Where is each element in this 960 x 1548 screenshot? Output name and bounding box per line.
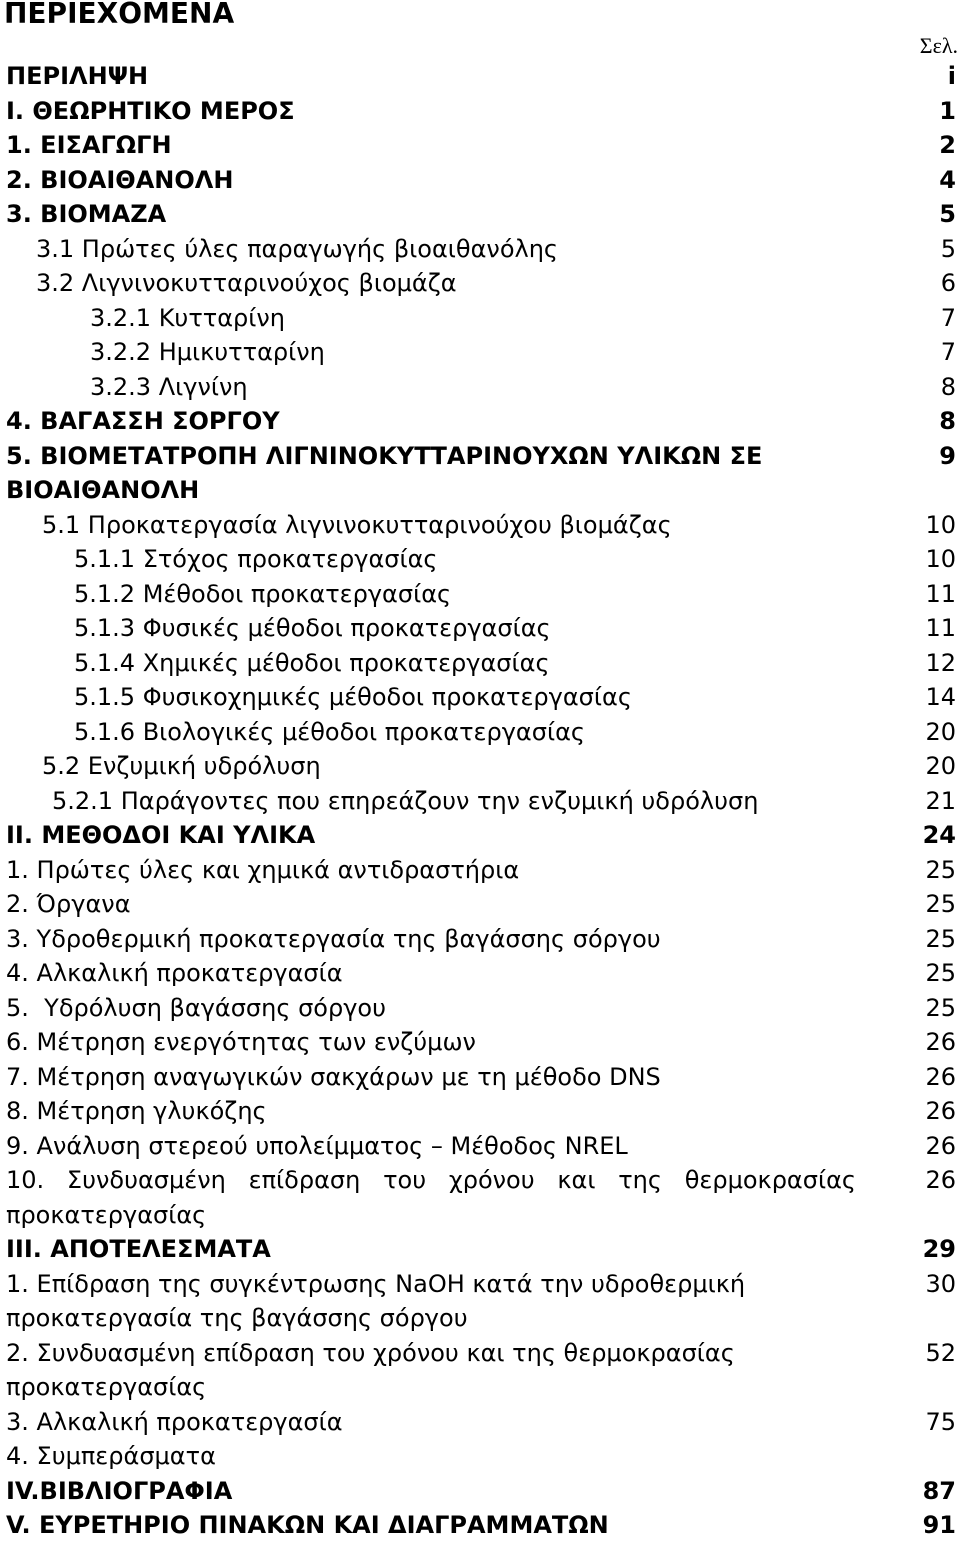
toc-entry-title: 1. Επίδραση της συγκέντρωσης NaOH κατά την υδροθερμική προκατεργασία της βαγάσσης σόργου — [6, 1269, 746, 1332]
toc-entry-page: 24 — [922, 821, 956, 849]
toc-entry-page: 8 — [939, 407, 956, 435]
toc-entry — [6, 1336, 956, 1405]
toc-entry-title: 3.1 Πρώτες ύλες παραγωγής βιοαιθανόλης — [36, 234, 558, 263]
toc-entry-title: 10. Συνδυασμένη επίδραση του χρόνου και της θερμοκρασίας προκατεργασίας — [6, 1166, 856, 1229]
toc-entry — [6, 1439, 956, 1474]
toc-entry-page: 25 — [925, 924, 956, 953]
toc-entry-title: ΙΙΙ. ΑΠΟΤΕΛΕΣΜΑΤΑ — [6, 1235, 271, 1263]
toc-entry-title: ΙΙ. ΜΕΘΟΔΟΙ ΚΑΙ ΥΛΙΚΑ — [6, 821, 316, 849]
toc-entry-title: V. ΕΥΡΕΤΗΡΙΟ ΠΙΝΑΚΩΝ ΚΑΙ ΔΙΑΓΡΑΜΜΑΤΩΝ — [6, 1511, 609, 1539]
toc-entry — [6, 1025, 956, 1060]
toc-entry-title: 1. Πρώτες ύλες και χημικά αντιδραστήρια — [6, 855, 520, 884]
toc-entry-page: 25 — [925, 959, 956, 987]
toc-entry-title: 4. ΒΑΓΑΣΣΗ ΣΟΡΓΟΥ — [6, 407, 280, 435]
toc-entry-title: 5.1.6 Βιολογικές μέθοδοι προκατεργασίας — [74, 717, 585, 746]
toc-entry-title: 7. Μέτρηση αναγωγικών σακχάρων με τη μέθοδο DNS — [6, 1062, 661, 1091]
page-column-header: Σελ. — [919, 33, 958, 58]
toc-entry-page: 8 — [940, 372, 956, 401]
toc-entry — [6, 1474, 956, 1509]
toc-entry-title: 3.2 Λιγνινοκυτταρινούχος βιομάζα — [36, 269, 457, 297]
toc-entry — [6, 887, 956, 922]
toc-entry — [6, 1405, 956, 1440]
toc-entry — [6, 301, 956, 336]
toc-entry-page: 26 — [925, 1131, 956, 1160]
toc-entry-page: 5 — [940, 234, 956, 263]
toc-entry — [6, 1267, 956, 1336]
toc-entry — [6, 128, 956, 163]
toc-entry — [6, 749, 956, 784]
toc-entry-title: 5.1 Προκατεργασία λιγνινοκυτταρινούχου βιομάζας — [42, 510, 672, 539]
toc-entry-page: 29 — [922, 1235, 956, 1263]
toc-entry — [6, 1232, 956, 1267]
toc-entry-page: 20 — [925, 752, 956, 780]
toc-entry-page: 9 — [939, 441, 956, 470]
toc-entry-page: 12 — [925, 648, 956, 677]
toc-entry-title: 1. ΕΙΣΑΓΩΓΗ — [6, 131, 172, 159]
toc-entry-title: 3. ΒΙΟΜΑΖΑ — [6, 200, 167, 228]
toc-entry — [6, 646, 956, 681]
toc-entry-page: 25 — [925, 855, 956, 884]
toc-entry-page: 5 — [939, 200, 956, 228]
toc-entry-title: 5.1.5 Φυσικοχημικές μέθοδοι προκατεργασίας — [74, 683, 632, 711]
toc-entry-page: 11 — [925, 614, 956, 642]
toc-entry-title: 5.2.1 Παράγοντες που επηρεάζουν την ενζυμική υδρόλυση — [52, 786, 759, 815]
toc-entry-page: 2 — [939, 131, 956, 159]
toc-entry — [6, 439, 956, 508]
toc-entry — [6, 370, 956, 405]
toc-entry-page: 6 — [940, 269, 956, 297]
toc-entry-page: 26 — [925, 1166, 956, 1194]
toc-entry — [6, 163, 956, 198]
toc-entry-title: 5.1.1 Στόχος προκατεργασίας — [74, 545, 438, 573]
toc-entry-title: IV.ΒΙΒΛΙΟΓΡΑΦΙΑ — [6, 1476, 233, 1505]
toc-entry-title: 2. ΒΙΟΑΙΘΑΝΟΛΗ — [6, 165, 234, 194]
toc-entry-page: 10 — [925, 510, 956, 539]
toc-entry — [6, 335, 956, 370]
toc-entry-title: 2. Συνδυασμένη επίδραση του χρόνου και της θερμοκρασίας προκατεργασίας — [6, 1338, 735, 1401]
toc-entry — [6, 542, 956, 577]
toc-entry — [6, 232, 956, 267]
toc-entry-page: i — [947, 62, 956, 90]
toc-entry — [6, 611, 956, 646]
toc-entry-title: Ι. ΘΕΩΡΗΤΙΚΟ ΜΕΡΟΣ — [6, 96, 295, 125]
toc-entry-page: 4 — [939, 165, 956, 194]
toc-entry-title: 6. Μέτρηση ενεργότητας των ενζύμων — [6, 1028, 476, 1056]
toc-title: ΠΕΡΙΕΧΟΜΕΝΑ — [4, 0, 235, 30]
toc-entry-title: 3. Υδροθερμική προκατεργασία της βαγάσσης σόργου — [6, 924, 661, 953]
toc-entry-page: 26 — [925, 1028, 956, 1056]
toc-entry — [6, 1163, 956, 1232]
toc-entry — [6, 680, 956, 715]
toc-entry-page: 91 — [922, 1511, 956, 1539]
toc-entry — [6, 956, 956, 991]
toc-entry-title: 4. Συμπεράσματα — [6, 1442, 216, 1470]
toc-entry — [6, 577, 956, 612]
toc-entry-page: 10 — [925, 545, 956, 573]
toc-entry-page: 11 — [925, 579, 956, 608]
toc-entry — [6, 1508, 956, 1543]
toc-entry-page: 26 — [925, 1062, 956, 1091]
toc-entry — [6, 784, 956, 819]
toc-entry — [6, 818, 956, 853]
toc-entry-title: 5.1.3 Φυσικές μέθοδοι προκατεργασίας — [74, 614, 551, 642]
toc-entry-page: 21 — [925, 786, 956, 815]
toc-entry-title: 3.2.1 Κυτταρίνη — [90, 303, 286, 332]
toc-entry-page: 7 — [940, 338, 956, 366]
toc-entry — [6, 1094, 956, 1129]
toc-entry — [6, 94, 956, 129]
toc-entry — [6, 1060, 956, 1095]
toc-entry-title: 9. Ανάλυση στερεού υπολείμματος – Μέθοδος NREL — [6, 1131, 628, 1160]
toc-entry — [6, 59, 956, 94]
toc-entry-page: 25 — [925, 993, 956, 1022]
toc-entry-page: 52 — [925, 1338, 956, 1367]
toc-entry-title: 5.1.2 Μέθοδοι προκατεργασίας — [74, 579, 452, 608]
toc-entry-title: 5.2 Ενζυμική υδρόλυση — [42, 752, 321, 780]
toc-entry — [6, 922, 956, 957]
table-of-contents — [6, 59, 956, 1543]
toc-entry — [6, 266, 956, 301]
toc-entry-title: 3.2.3 Λιγνίνη — [90, 372, 248, 401]
toc-entry-page: 26 — [925, 1097, 956, 1125]
toc-entry-title: 5. ΒΙΟΜΕΤΑΤΡΟΠΗ ΛΙΓΝΙΝΟΚΥΤΤΑΡΙΝΟΥΧΩΝ ΥΛΙΚΩΝ ΣΕ ΒΙΟΑΙΘΑΝΟΛΗ — [6, 441, 763, 504]
toc-entry-page: 7 — [940, 303, 956, 332]
toc-entry-page: 75 — [925, 1407, 956, 1436]
toc-entry — [6, 404, 956, 439]
toc-entry-page: 1 — [939, 96, 956, 125]
toc-entry-page: 25 — [925, 890, 956, 918]
toc-entry — [6, 715, 956, 750]
toc-entry-title: 5.1.4 Χημικές μέθοδοι προκατεργασίας — [74, 648, 550, 677]
toc-entry-title: 3.2.2 Ημικυτταρίνη — [90, 338, 325, 366]
toc-entry-title: 2. Όργανα — [6, 890, 131, 918]
toc-entry-title: 4. Αλκαλική προκατεργασία — [6, 959, 343, 987]
toc-entry — [6, 197, 956, 232]
toc-entry — [6, 991, 956, 1026]
toc-entry-page: 30 — [925, 1269, 956, 1298]
toc-entry — [6, 853, 956, 888]
toc-entry — [6, 1129, 956, 1164]
toc-entry-page: 20 — [925, 717, 956, 746]
toc-entry-page: 87 — [922, 1476, 956, 1505]
toc-entry-title: 8. Μέτρηση γλυκόζης — [6, 1097, 267, 1125]
toc-entry-page: 14 — [925, 683, 956, 711]
toc-entry-title: 3. Αλκαλική προκατεργασία — [6, 1407, 343, 1436]
toc-entry — [6, 508, 956, 543]
toc-entry-title: ΠΕΡΙΛΗΨΗ — [6, 62, 149, 90]
toc-entry-title: 5. Υδρόλυση βαγάσσης σόργου — [6, 993, 386, 1022]
